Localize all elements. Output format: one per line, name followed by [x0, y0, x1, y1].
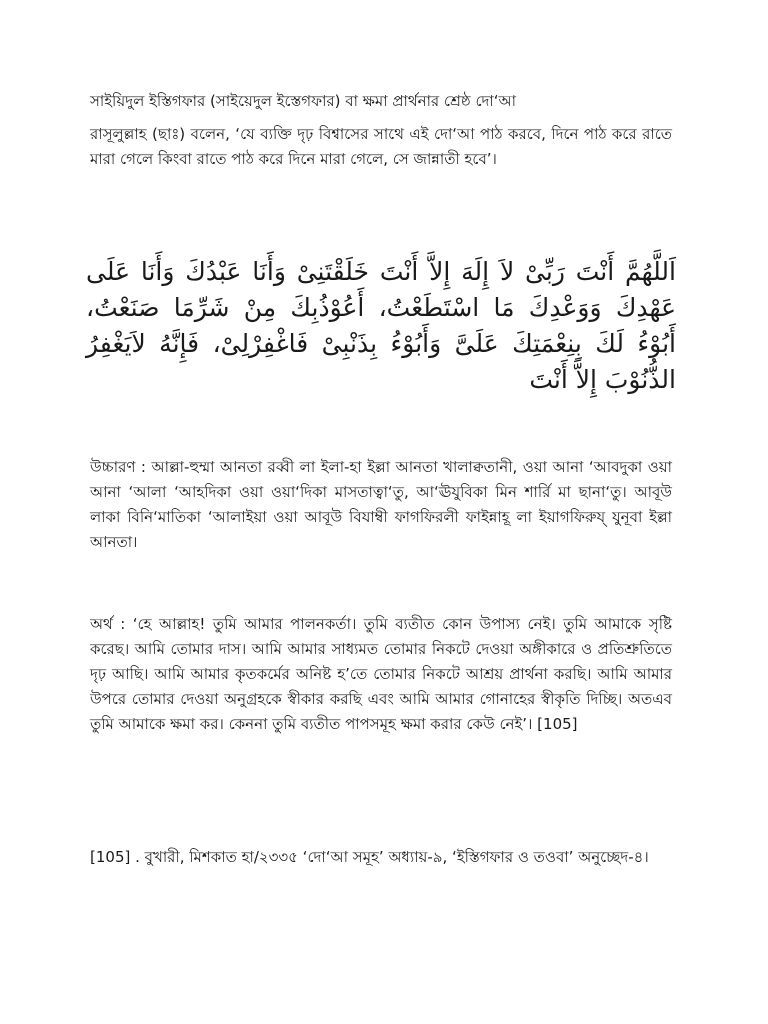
pronunciation-paragraph: উচ্চারণ : আল্লা-হুম্মা আনতা রব্বী লা ইলা-হা ইল্লা আনতা খালাক্বতানী, ওয়া আনা ‘আবদুকা ওয়া আনা ‘আলা ‘আহদিকা ওয়া ওয়া‘দিকা মাসতাত্বা‘তু, আ‘ঊযুবিকা মিন শার্রি মা ছানা‘তু। আবূউ লাকা বিনি‘মাতিকা ‘আলাইয়া ওয়া আবূউ বিযাম্বী ফাগফিরলী ফাইন্নাহূ লা ইয়াগফিরুয্ যুনূবা ইল্লা আনতা।	[90, 458, 672, 551]
meaning-paragraph: অর্থ : ‘হে আল্লাহ! তুমি আমার পালনকর্তা। তুমি ব্যতীত কোন উপাস্য নেই। তুমি আমাকে সৃষ্টি করেছ। আমি তোমার দাস। আমি আমার সাধ্যমত তোমার নিকটে দেওয়া অঙ্গীকারে ও প্রতিশ্রুতিতে দৃঢ় আছি। আমি আমার কৃতকর্মের অনিষ্ট হ’তে তোমার নিকটে আশ্রয় প্রার্থনা করছি। আমি আমার উপরে তোমার দেওয়া অনুগ্রহকে স্বীকার করছি এবং আমি আমার গোনাহের স্বীকৃতি দিচ্ছি। অতএব তুমি আমাকে ক্ষমা কর। কেননা তুমি ব্যতীত পাপসমূহ ক্ষমা করার কেউ নেই’। [105]	[90, 615, 672, 733]
footnote: [105] . বুখারী, মিশকাত হা/২৩৩৫ ‘দো‘আ সমূহ’ অধ্যায়-৯, ‘ইস্তিগফার ও তওবা’ অনুচ্ছেদ-৪।	[90, 848, 649, 866]
hadith-intro: রাসূলুল্লাহ (ছাঃ) বলেন, ‘যে ব্যক্তি দৃঢ় বিশ্বাসের সাথে এই দো‘আ পাঠ করবে, দিনে পাঠ করে রাতে মারা গেলে কিংবা রাতে পাঠ করে দিনে মারা গেলে, সে জান্নাতী হবে’।	[90, 125, 672, 168]
document-title: সাইয়িদুল ইস্তিগফার (সাইয়েদুল ইস্তেগফার) বা ক্ষমা প্রার্থনার শ্রেষ্ঠ দো‘আ	[90, 92, 517, 110]
arabic-dua-text: اَللَّهُمَّ أَنْتَ رَبِّىْ لاَ إِلَهَ إِلاَّ أَنْتَ خَلَقْتَنِىْ وَأَنَا عَبْدُكَ وَأَنَا عَلَى عَهْدِكَ وَوَعْدِكَ مَا اسْتَطَعْتُ، أَعُوْذُبِكَ مِنْ شَرِّمَا صَنَعْتُ، أَبُوْءُ لَكَ بِنِعْمَتِكَ عَلَىَّ وَأَبُوْءُ بِذَنْبِىْ فَاغْفِرْلِىْ، فَإِنَّهُ لاَيَغْفِرُ الذُّنُوْبَ إِلاَّ أَنْتَ	[86, 257, 676, 394]
